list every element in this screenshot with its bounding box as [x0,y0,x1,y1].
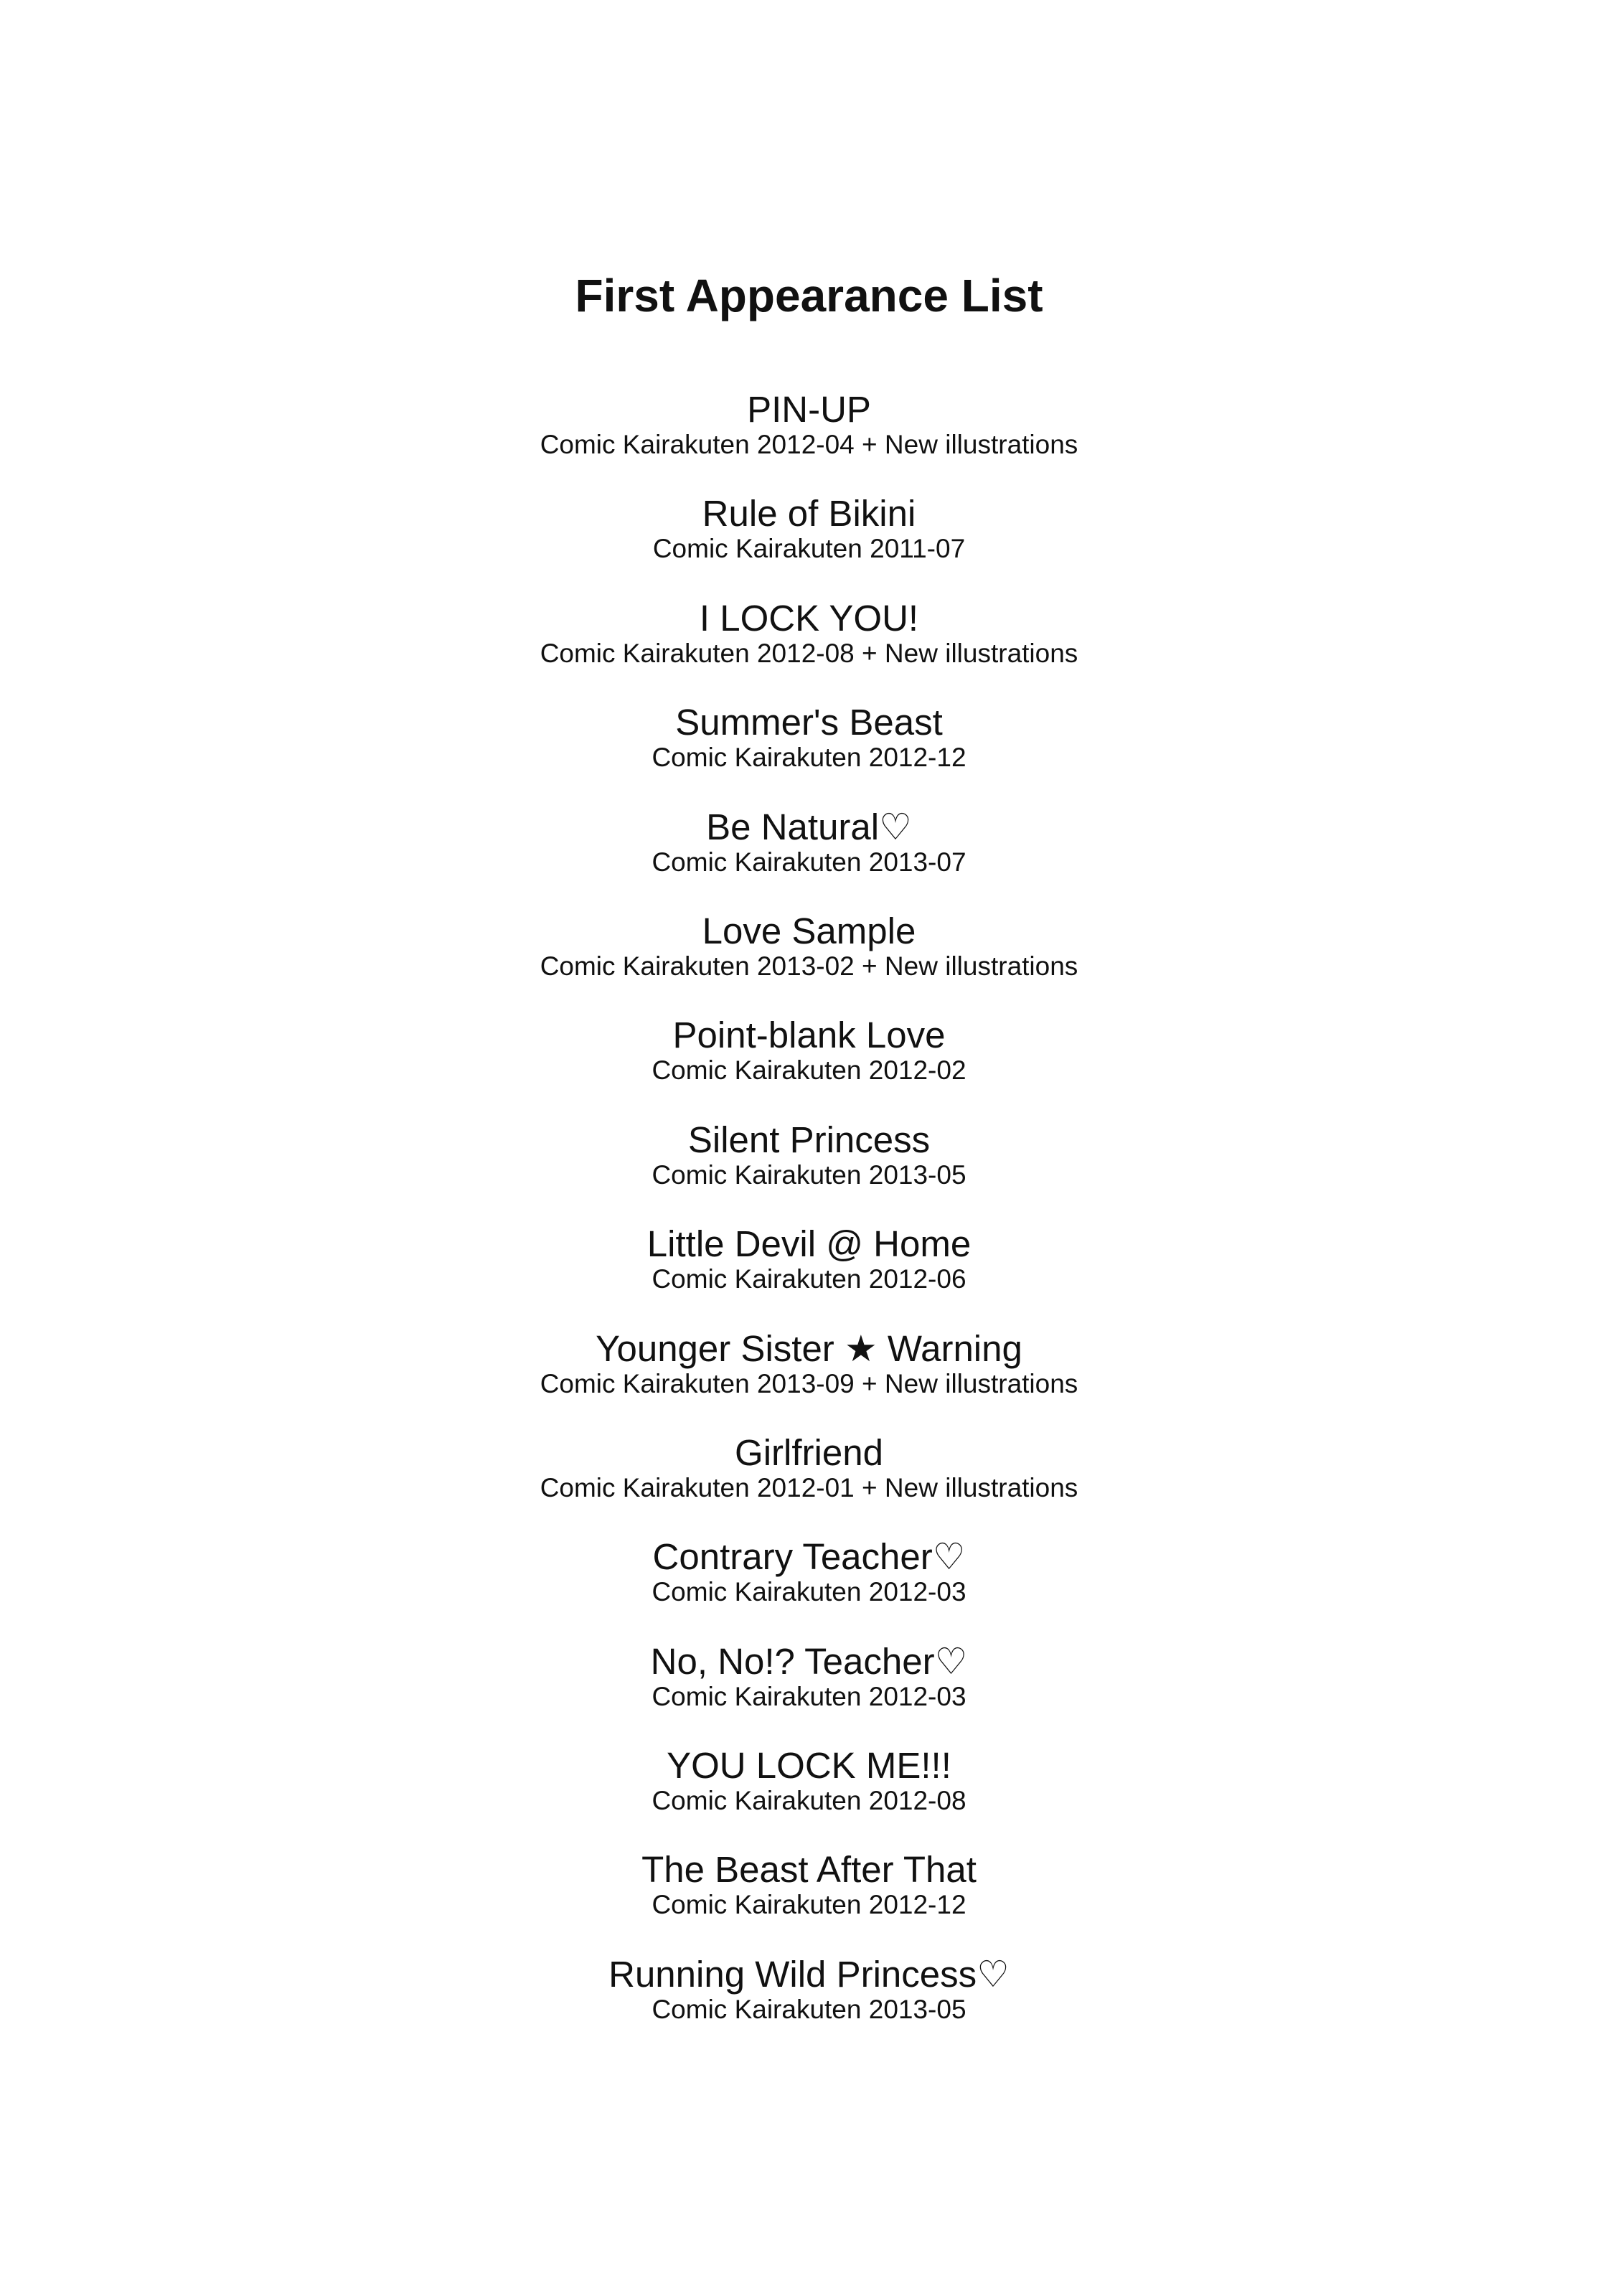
entry-source: Comic Kairakuten 2013-02 + New illustrations [540,951,1078,981]
list-item [0,1952,1618,2056]
entry-title: Girlfriend [735,1431,883,1473]
entry-source: Comic Kairakuten 2012-03 [652,1681,966,1711]
entry-source: Comic Kairakuten 2013-07 [652,847,966,877]
entry-title: YOU LOCK ME!!! [667,1745,951,1787]
list-item [0,491,1618,596]
entry-source: Comic Kairakuten 2011-07 [652,534,966,564]
entry-title: I LOCK YOU! [699,597,919,639]
entry-title: Rule of Bikini [702,493,916,535]
entry-title: Younger Sister ★ Warning [596,1327,1022,1369]
entry-source: Comic Kairakuten 2012-08 + New illustrations [540,638,1078,668]
entry-title: Point-blank Love [672,1015,946,1056]
entry-title: Contrary Teacher♡ [652,1536,966,1578]
list-item [0,1222,1618,1326]
list-item [0,1535,1618,1639]
list-item [0,1744,1618,1848]
list-item [0,1118,1618,1222]
entry-title: Silent Princess [687,1119,931,1160]
list-item [0,387,1618,491]
entry-source: Comic Kairakuten 2013-05 [652,1159,966,1190]
entry-title: PIN-UP [747,389,871,430]
entry-title: Running Wild Princess♡ [608,1953,1010,1995]
entry-source: Comic Kairakuten 2012-04 + New illustrations [540,430,1078,459]
entry-source: Comic Kairakuten 2013-05 [652,1994,966,2024]
list-item [0,909,1618,1013]
entry-source: Comic Kairakuten 2012-02 [652,1055,966,1086]
list-item [0,1639,1618,1744]
list-item [0,805,1618,909]
list-item [0,596,1618,700]
entry-source: Comic Kairakuten 2012-12 [652,743,966,773]
page-title: First Appearance List [575,270,1043,321]
entry-source: Comic Kairakuten 2012-06 [652,1264,966,1294]
entry-title: Be Natural♡ [706,806,912,847]
entry-source: Comic Kairakuten 2012-01 + New illustrations [540,1472,1078,1502]
list-item [0,1848,1618,1952]
entry-source: Comic Kairakuten 2013-09 + New illustrations [540,1368,1078,1398]
entry-source: Comic Kairakuten 2012-08 [652,1786,966,1816]
entry-source: Comic Kairakuten 2012-12 [652,1890,966,1920]
list-item [0,1013,1618,1117]
entry-title: The Beast After That [641,1849,977,1891]
list-item [0,1431,1618,1535]
entry-source: Comic Kairakuten 2012-03 [652,1577,966,1607]
appearance-list [0,387,1618,2056]
entry-title: Little Devil @ Home [646,1223,972,1265]
entry-title: Summer's Beast [675,702,943,743]
entry-title: No, No!? Teacher♡ [650,1640,968,1682]
list-item [0,700,1618,804]
entry-title: Love Sample [702,910,916,951]
list-item [0,1327,1618,1431]
